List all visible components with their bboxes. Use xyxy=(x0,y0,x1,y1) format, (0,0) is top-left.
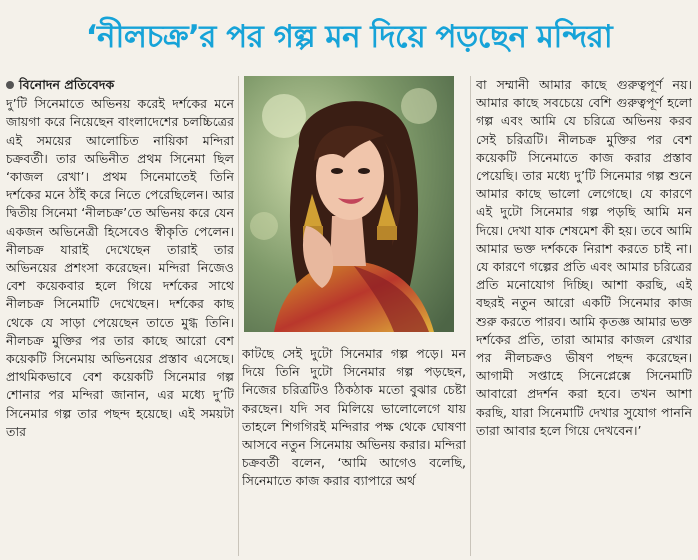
column-divider xyxy=(238,76,239,556)
actress-photo-image xyxy=(244,76,454,332)
actress-photo xyxy=(244,76,454,332)
article-column-2 xyxy=(242,345,466,557)
article-column-2-text: কাটছে সেই দুটো সিনেমার গল্প পড়ে। মন দিয়ে তিনি দুটো সিনেমার গল্প পড়ছেন, নিজের চরিত্রটিও ঠিকঠাক মতো বুঝার চেষ্টা করছেন। যদি সব মিলিয়ে ভালোলেগে যায় তাহলে শিগগিরই মন্দিরার পক্ষ থেকে ঘোষণা আসবে নতুন সিনেমায় অভিনয় করার। মন্দিরা চক্রবর্তী বলেন, ‘আমি আগেও বলেছি, সিনেমাতে কাজ করার ব্যাপারে অর্থ xyxy=(242,346,466,489)
byline xyxy=(6,76,234,94)
article-column-3-text: বা সম্মানী আমার কাছে গুরুত্বপূর্ণ নয়। আমার কাছে সবচেয়ে বেশি গুরুত্বপূর্ণ হলো গল্প এবং আমি যে চরিত্রে অভিনয় করব সেই চরিত্রটি। নীলচক্র মুক্তির পর বেশ কয়েকটি সিনেমাতে কাজ করার প্রস্তাব পেয়েছি। তার মধ্যে দু’টি সিনেমার গল্প শুনে আমার কাছে ভালো লেগেছে। যে কারণে এই দুটো সিনেমার গল্প পড়ছি আমি মন দিয়ে। দেখা যাক শেষমেশ কী হয়। তবে আমি আমার ভক্ত দর্শককে নিরাশ করতে চাই না। যে কারণে গল্পের প্রতি এবং আমার চরিত্রের প্রতি মনোযোগ দিচ্ছি। আশা করছি, এই বছরই নতুন আরো একটি সিনেমার কাজ শুরু করতে পারব। আমি কৃতজ্ঞ আমার ভক্ত দর্শকের প্রতি, তারা আমার কাজল রেখার পর নীলচক্রও ভীষণ পছন্দ করেছেন। আগামী সপ্তাহে সিনেপ্লেক্সে সিনেমাটি আবারো প্রদর্শন করা হবে। তখন আশা করছি, যারা সিনেমাটি দেখার সুযোগ পাননি তারা আবার হলে গিয়ে দেখবেন।’ xyxy=(476,77,692,438)
article-column-1 xyxy=(6,76,234,556)
bullet-dot-icon xyxy=(6,81,14,89)
article-column-3 xyxy=(476,76,692,556)
column-divider xyxy=(470,76,471,556)
byline-text: বিনোদন প্রতিবেদক xyxy=(19,77,115,92)
page-title: ‘নীলচক্র’র পর গল্প মন দিয়ে পড়ছেন মন্দিরা xyxy=(85,19,613,55)
article-column-1-text: দু’টি সিনেমাতে অভিনয় করেই দর্শকের মনে জায়গা করে নিয়েছেন বাংলাদেশের চলচ্চিত্রের এই সময়ের আলোচিত নায়িকা মন্দিরা চক্রবর্তী। তার অভিনীত প্রথম সিনেমা ছিল ‘কাজল রেখা’। প্রথম সিনেমাতেই তিনি দর্শকের মনে ঠাঁই করে নিতে পেরেছিলেন। আর দ্বিতীয় সিনেমা ‘নীলচক্র’তে অভিনয় করে যেন একজন অভিনেত্রী হিসেবেও স্বীকৃতি পেলেন। নীলচক্র যারাই দেখেছেন তারাই তার অভিনয়ের প্রশংসা করেছেন। মন্দিরা নিজেও বেশ কয়েকবার হলে গিয়ে দর্শকের সাথে নীলচক্র সিনেমাটি দেখেছেন। দর্শকের কাছ থেকে যে সাড়া পেয়েছেন তাতে মুগ্ধ তিনি। নীলচক্র মুক্তির পর তার কাছে আরো বেশ কয়েকটি সিনেমায় অভিনয়ের প্রস্তাব এসেছে। প্রাথমিকভাবে বেশ কয়েকটি সিনেমার গল্প শোনার পর মন্দিরা জানান, এর মধ্যে দু’টি সিনেমার গল্প তার পছন্দ হয়েছে। এই সময়টা তার xyxy=(6,96,234,439)
